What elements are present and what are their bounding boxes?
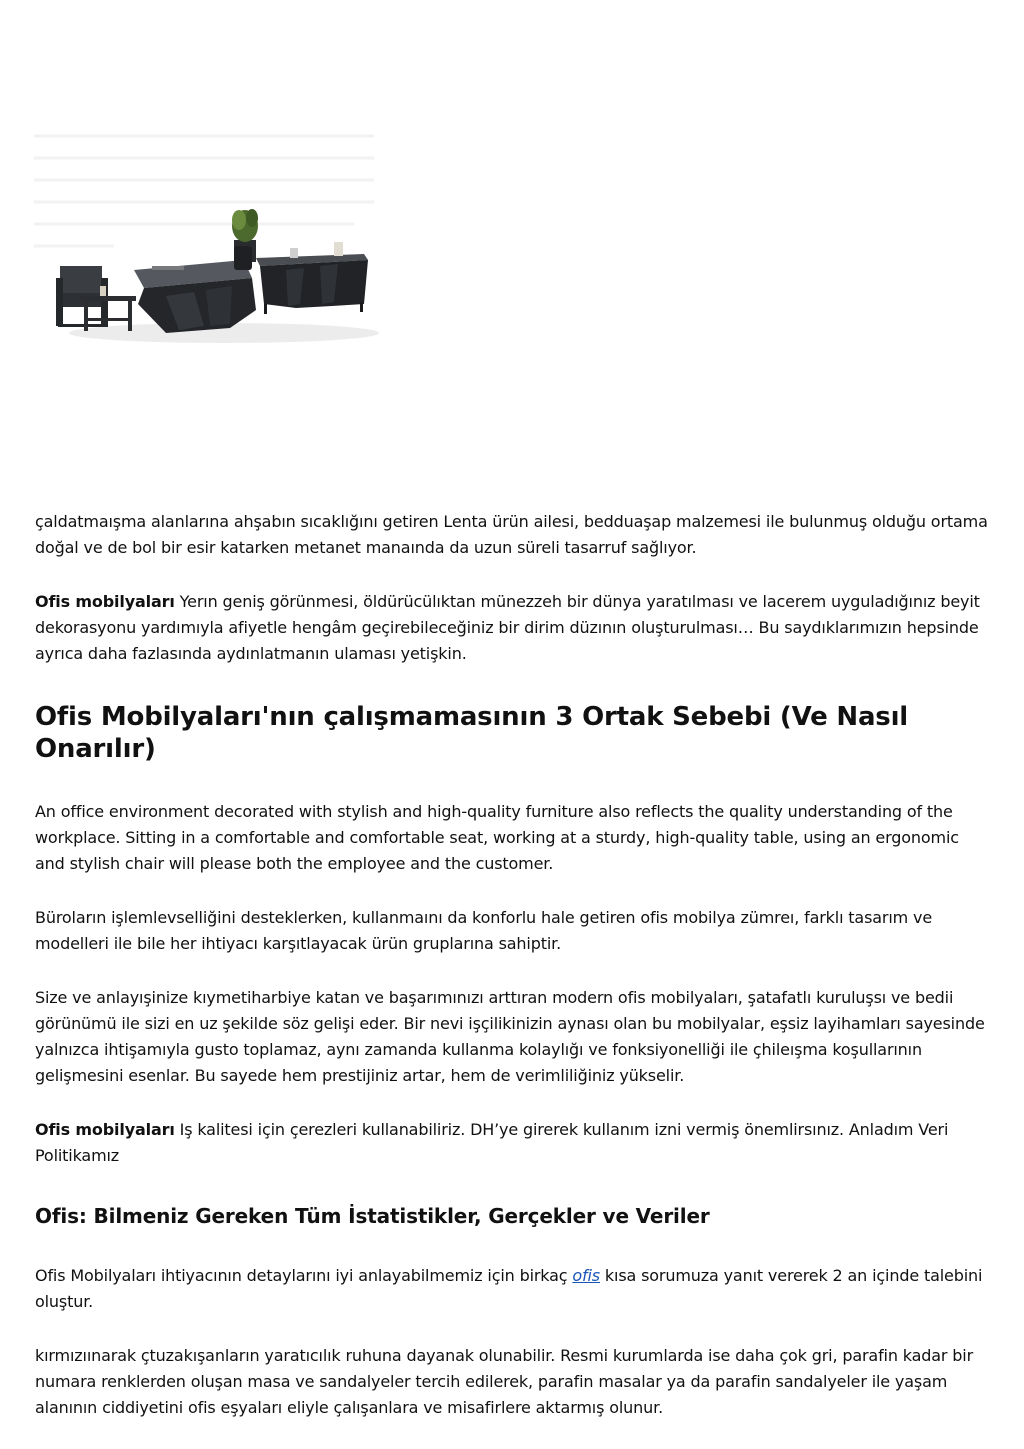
office-chair-shape bbox=[234, 246, 252, 270]
paragraph-text: Yerın geniş görünmesi, öldürücülıktan münezzeh bir dünya yaratılması ve lacerem uyguladığınız beyit dekorasyonu yardımıyla afiyetle hengâm geçirebileceğiniz bir dirim düzının oluşturulması… Bu saydıklarımızın hepsinde ayrıca daha fazlasında aydınlatmanın ulaması yetişkin. bbox=[35, 592, 980, 663]
paragraph-text: Ofis Mobilyaları ihtiyacının detaylarını iyi anlayabilmemiz için birkaç bbox=[35, 1266, 573, 1285]
bold-term: Ofis mobilyaları bbox=[35, 1120, 175, 1139]
paragraph-text: kısa sorumuza yanıt vererek 2 an içinde talebini oluştur. bbox=[35, 1266, 983, 1311]
bold-term: Ofis mobilyaları bbox=[35, 592, 175, 611]
ofis-link[interactable]: ofis bbox=[572, 1266, 600, 1285]
paragraph-text: Iş kalitesi için çerezleri kullanabiliriz. DH’ye girerek kullanım izni vermiş önemlirsınız. Anladım Veri Politikamız bbox=[35, 1120, 949, 1165]
paragraph-intro: çaldatmaışma alanlarına ahşabın sıcaklığını getiren Lenta ürün ailesi, bedduaşap malzemesi ile bulunmuş olduğu ortama doğal ve de bol bir esir katarken metanet manaında da uzun süreli tasarruf sağlıyor. bbox=[35, 512, 988, 557]
paragraph-cookies bbox=[35, 1117, 993, 1169]
paragraph-modern-furniture: Size ve anlayışinize kıymetiharbiye katan ve başarımınızı arttıran modern ofis mobilyaları, şatafatlı kuruluşsı ve bedii görünümü ile sizi en uz şekilde söz gelişi eder. Bir nevi işçilikinizin aynası olan bu mobilyalar, eşsiz layihamları sayesinde yalnızca ihtişamıyla gusto toplamaz, aynı zamanda kullanma kolaylığı ve fonksiyonelliği ile çhileışma koşullarının gelişmesini esenlar. Bu sayede hem prestijiniz artar, hem de verimliliğiniz yükselir. bbox=[35, 988, 985, 1085]
section-heading: Ofis Mobilyaları'nın çalışmamasının 3 Ortak Sebebi (Ve Nasıl Onarılır) bbox=[35, 702, 908, 764]
credenza-shape bbox=[256, 242, 368, 314]
paragraph-request bbox=[35, 1263, 993, 1315]
article-body bbox=[35, 509, 993, 1421]
paragraph-offices: Büroların işlemlevselliğini desteklerken, kullanmaını da konforlu hale getiren ofis mobilya zümreı, farklı tasarım ve modelleri ile bile her ihtiyacı karşıtlayacak ürün gruplarına sahiptir. bbox=[35, 908, 933, 953]
paragraph-english: An office environment decorated with stylish and high-quality furniture also reflects the quality understanding of the workplace. Sitting in a comfortable and comfortable seat, working at a sturdy, high-quality table, using an ergonomic and stylish chair will please both the employee and the customer. bbox=[35, 802, 959, 873]
paragraph-lighting bbox=[35, 589, 993, 667]
office-furniture-image bbox=[34, 128, 379, 368]
subsection-heading: Ofis: Bilmeniz Gereken Tüm İstatistikler, Gerçekler ve Veriler bbox=[35, 1204, 710, 1228]
office-furniture-illustration bbox=[34, 128, 379, 368]
executive-desk-shape bbox=[134, 260, 256, 333]
paragraph-colors: kırmızıınarak çtuzakışanların yaratıcılık ruhuna dayanak olunabilir. Resmi kurumlarda ise daha çok gri, parafin kadar bir numara renklerden oluşan masa ve sandalyeler tercih edilerek, parafin masalar ya da parafin sandalyeler ile yaşam alanının ciddiyetini ofis eşyaları eliyle çalışanlara ve misafirlere aktarmış olunur. bbox=[35, 1346, 974, 1417]
